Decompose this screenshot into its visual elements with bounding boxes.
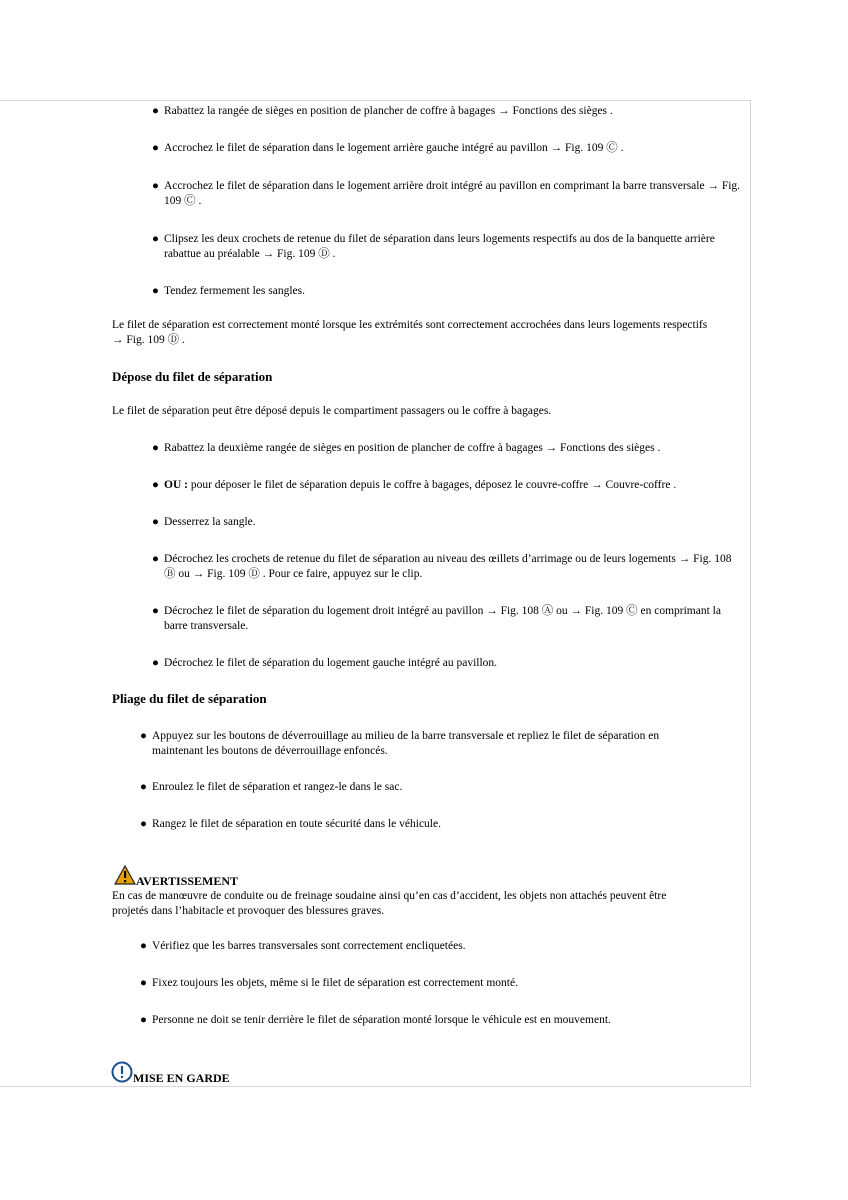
list-item-text: Tendez fermement les sangles.: [164, 285, 305, 297]
list-item-text: Rangez le filet de séparation en toute sécurité dans le véhicule.: [152, 818, 441, 830]
list-item-text: Décrochez les crochets de retenue du filet de séparation au niveau des œillets d’arrimage ou de leurs logements → Fig. 108 Ⓑ ou → Fig. 109 Ⓓ . Pour ce faire, appuyez sur le clip.: [164, 553, 732, 580]
list-item-text: Enroulez le filet de séparation et rangez-le dans le sac.: [152, 781, 403, 793]
list-item-text: Rabattez la deuxième rangée de sièges en position de plancher de coffre à bagages → Fonctions des sièges .: [164, 442, 661, 454]
bullet-dot: ●: [152, 142, 159, 154]
list-item: [152, 141, 742, 156]
bullet-dot: ●: [140, 781, 147, 793]
list-item: [140, 1013, 730, 1028]
paragraph: Le filet de séparation peut être déposé depuis le compartiment passagers ou le coffre à bagages.: [112, 405, 552, 417]
list-item: [140, 780, 730, 795]
list-item: [152, 552, 742, 582]
list-item-text: Accrochez le filet de séparation dans le logement arrière gauche intégré au pavillon → Fig. 109 Ⓒ .: [164, 142, 624, 154]
bullet-dot: ●: [152, 285, 159, 297]
bullet-dot: ●: [152, 105, 159, 117]
list-item: [140, 729, 700, 759]
list-item: [152, 232, 742, 262]
bullet-dot: ●: [140, 977, 147, 989]
bullet-dot: ●: [152, 605, 159, 617]
list-item: [140, 817, 730, 832]
bullet-dot: ●: [152, 442, 159, 454]
bullet-dot: ●: [152, 553, 159, 565]
list-item: [140, 939, 730, 954]
list-item: [152, 284, 742, 299]
list-item-text: Appuyez sur les boutons de déverrouillage au milieu de la barre transversale et repliez le filet de séparation en maintenant les boutons de déverrouillage enfoncés.: [152, 730, 660, 757]
caution-title: MISE EN GARDE: [133, 1071, 230, 1085]
list-item: [152, 179, 742, 209]
section-heading: Pliage du filet de séparation: [112, 691, 267, 706]
bullet-dot: ●: [140, 730, 147, 742]
list-item: [152, 656, 742, 671]
list-item-text: Desserrez la sangle.: [164, 516, 256, 528]
list-item-text: Décrochez le filet de séparation du logement droit intégré au pavillon → Fig. 108 Ⓐ ou → Fig. 109 Ⓒ en comprimant la barre transversale.: [164, 605, 721, 632]
bullet-dot: ●: [140, 818, 147, 830]
list-item: [152, 515, 742, 530]
bullet-dot: ●: [152, 657, 159, 669]
bullet-dot: ●: [152, 479, 159, 491]
list-item-text: Clipsez les deux crochets de retenue du filet de séparation dans leurs logements respectifs au dos de la banquette arrière rabattue au préalable → Fig. 109 Ⓓ .: [164, 233, 715, 260]
list-item-text: Vérifiez que les barres transversales sont correctement encliquetées.: [152, 940, 466, 952]
bullet-dot: ●: [152, 233, 159, 245]
paragraph: Le filet de séparation est correctement monté lorsque les extrémités sont correctement accrochées dans leurs logements respectifs → Fig. 109 Ⓓ .: [112, 319, 708, 346]
list-item-text: Décrochez le filet de séparation du logement gauche intégré au pavillon.: [164, 657, 498, 669]
list-item: [152, 441, 742, 456]
list-item-text: Fixez toujours les objets, même si le filet de séparation est correctement monté.: [152, 977, 518, 989]
exclamation-circle-icon: [111, 1061, 133, 1083]
bullet-dot: ●: [152, 180, 159, 192]
warning-title: AVERTISSEMENT: [136, 874, 239, 888]
warning-triangle-icon: [114, 865, 136, 885]
list-item: [152, 478, 742, 493]
bullet-dot: ●: [152, 516, 159, 528]
bullet-dot: ●: [140, 940, 147, 952]
list-item-bold: OU :: [164, 479, 188, 491]
list-item-text: Rabattez la rangée de sièges en position de plancher de coffre à bagages → Fonctions des sièges .: [164, 105, 613, 117]
list-item-text: Personne ne doit se tenir derrière le filet de séparation monté lorsque le véhicule est en mouvement.: [152, 1014, 611, 1026]
list-item: [152, 104, 742, 119]
list-item-text: pour déposer le filet de séparation depuis le coffre à bagages, déposez le couvre-coffre → Couvre-coffre .: [187, 479, 677, 491]
list-item-text: Accrochez le filet de séparation dans le logement arrière droit intégré au pavillon en comprimant la barre transversale → Fig. 109 Ⓒ .: [164, 180, 741, 207]
bullet-dot: ●: [140, 1014, 147, 1026]
list-item: [140, 976, 730, 991]
list-item: [152, 604, 742, 634]
section-heading: Dépose du filet de séparation: [112, 369, 273, 384]
warning-text: En cas de manœuvre de conduite ou de freinage soudaine ainsi qu’en cas d’accident, les objets non attachés peuvent être projetés dans l’habitacle et provoquer des blessures graves.: [112, 890, 667, 917]
